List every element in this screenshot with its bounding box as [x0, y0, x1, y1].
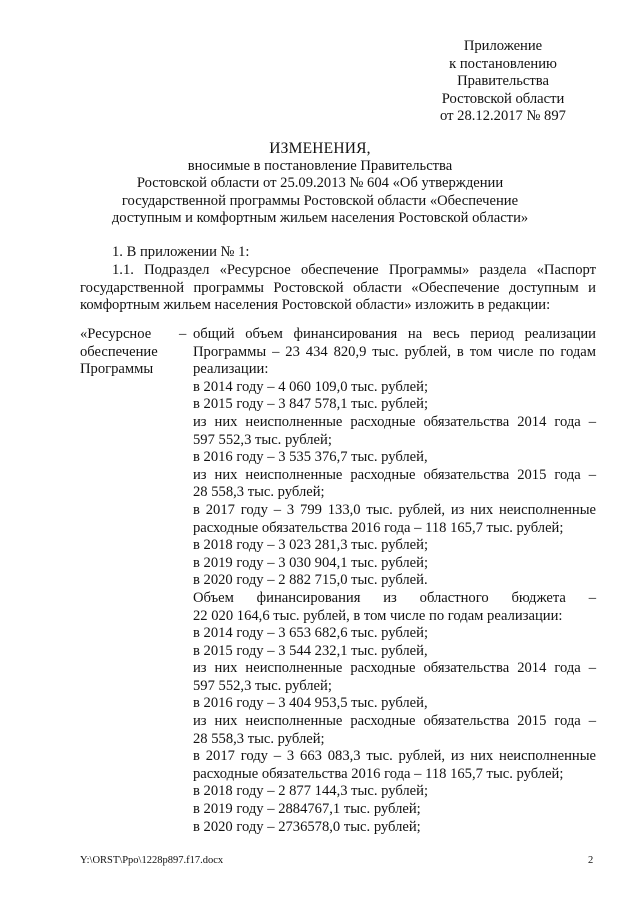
- paragraph-line: государственной программы Ростовской области «Обеспечение доступным и: [80, 279, 596, 296]
- paragraph-line: 1.1. Подраздел «Ресурсное обеспечение Программы» раздела «Паспорт: [112, 262, 596, 278]
- content-line: в 2020 году – 2 882 715,0 тыс. рублей.: [193, 572, 428, 589]
- content-line: 22 020 164,6 тыс. рублей, в том числе по годам реализации:: [193, 607, 563, 624]
- label-dash: –: [179, 326, 187, 342]
- title-line: государственной программы Ростовской области «Обеспечение: [121, 192, 519, 209]
- content-line: Программы – 23 434 820,9 тыс. рублей, в том числе по годам: [193, 343, 596, 360]
- content-line: в 2014 году – 4 060 109,0 тыс. рублей;: [193, 378, 429, 395]
- section-1-1-paragraph: [80, 262, 596, 315]
- annex-line: Ростовской области: [441, 90, 565, 107]
- footer-file-path: Y:\ORST\Ppo\1228p897.f17.docx: [80, 855, 224, 866]
- annex-line: Приложение: [463, 38, 543, 54]
- annex-line: к постановлению: [449, 55, 557, 72]
- content-line: в 2017 году – 3 799 133,0 тыс. рублей, из них неисполненные: [193, 501, 596, 518]
- section-1-heading: 1. В приложении № 1:: [112, 244, 250, 260]
- content-line: расходные обязательства 2016 года – 118 165,7 тыс. рублей;: [193, 519, 564, 536]
- annex-block: [420, 38, 586, 126]
- content-line: в 2016 году – 3 404 953,5 тыс. рублей,: [193, 695, 428, 712]
- content-line: из них неисполненные расходные обязательства 2014 года –: [193, 660, 596, 677]
- content-line: из них неисполненные расходные обязательства 2015 года –: [193, 466, 596, 483]
- content-line: в 2015 году – 3 847 578,1 тыс. рублей;: [193, 396, 429, 413]
- annex-line: от 28.12.2017 № 897: [440, 108, 566, 125]
- title-line: вносимые в постановление Правительства: [187, 157, 453, 174]
- content-line: 28 558,3 тыс. рублей;: [193, 730, 325, 747]
- label-line: обеспечение: [80, 343, 158, 360]
- content-line: Объем финансирования из областного бюджета –: [193, 589, 596, 606]
- content-line: в 2016 году – 3 535 376,7 тыс. рублей,: [193, 449, 428, 466]
- resources-content: [193, 326, 596, 836]
- content-line: в 2019 году – 2884767,1 тыс. рублей;: [193, 801, 421, 818]
- content-line: в 2018 году – 2 877 144,3 тыс. рублей;: [193, 783, 429, 800]
- annex-line: Правительства: [457, 73, 549, 90]
- content-line: реализации:: [193, 361, 269, 378]
- content-line: общий объем финансирования на весь период реализации: [193, 326, 596, 342]
- content-line: из них неисполненные расходные обязательства 2014 года –: [193, 413, 596, 430]
- content-line: 28 558,3 тыс. рублей;: [193, 484, 325, 501]
- content-line: 597 552,3 тыс. рублей;: [193, 677, 332, 694]
- content-line: в 2018 году – 3 023 281,3 тыс. рублей;: [193, 537, 429, 554]
- content-line: в 2019 году – 3 030 904,1 тыс. рублей;: [193, 554, 429, 571]
- title-line: Ростовской области от 25.09.2013 № 604 «Об утверждении: [136, 175, 504, 192]
- content-line: в 2014 году – 3 653 682,6 тыс. рублей;: [193, 625, 429, 642]
- paragraph-line: комфортным жильем населения Ростовской области» изложить в редакции:: [80, 297, 551, 314]
- content-line: из них неисполненные расходные обязательства 2015 года –: [193, 713, 596, 730]
- content-line: в 2020 году – 2736578,0 тыс. рублей;: [193, 818, 421, 835]
- content-line: расходные обязательства 2016 года – 118 165,7 тыс. рублей;: [193, 765, 564, 782]
- page-number: 2: [588, 855, 594, 866]
- title-line: доступным и комфортным жильем населения Ростовской области»: [111, 210, 529, 227]
- content-line: в 2015 году – 3 544 232,1 тыс. рублей,: [193, 642, 428, 659]
- label-line: Программы: [80, 361, 154, 378]
- resources-label: [80, 326, 180, 379]
- title-heading: ИЗМЕНЕНИЯ,: [269, 140, 371, 157]
- content-line: 597 552,3 тыс. рублей;: [193, 431, 332, 448]
- content-line: в 2017 году – 3 663 083,3 тыс. рублей, из них неисполненные: [193, 748, 596, 765]
- label-line: «Ресурсное: [80, 326, 152, 342]
- document-title: [80, 140, 560, 228]
